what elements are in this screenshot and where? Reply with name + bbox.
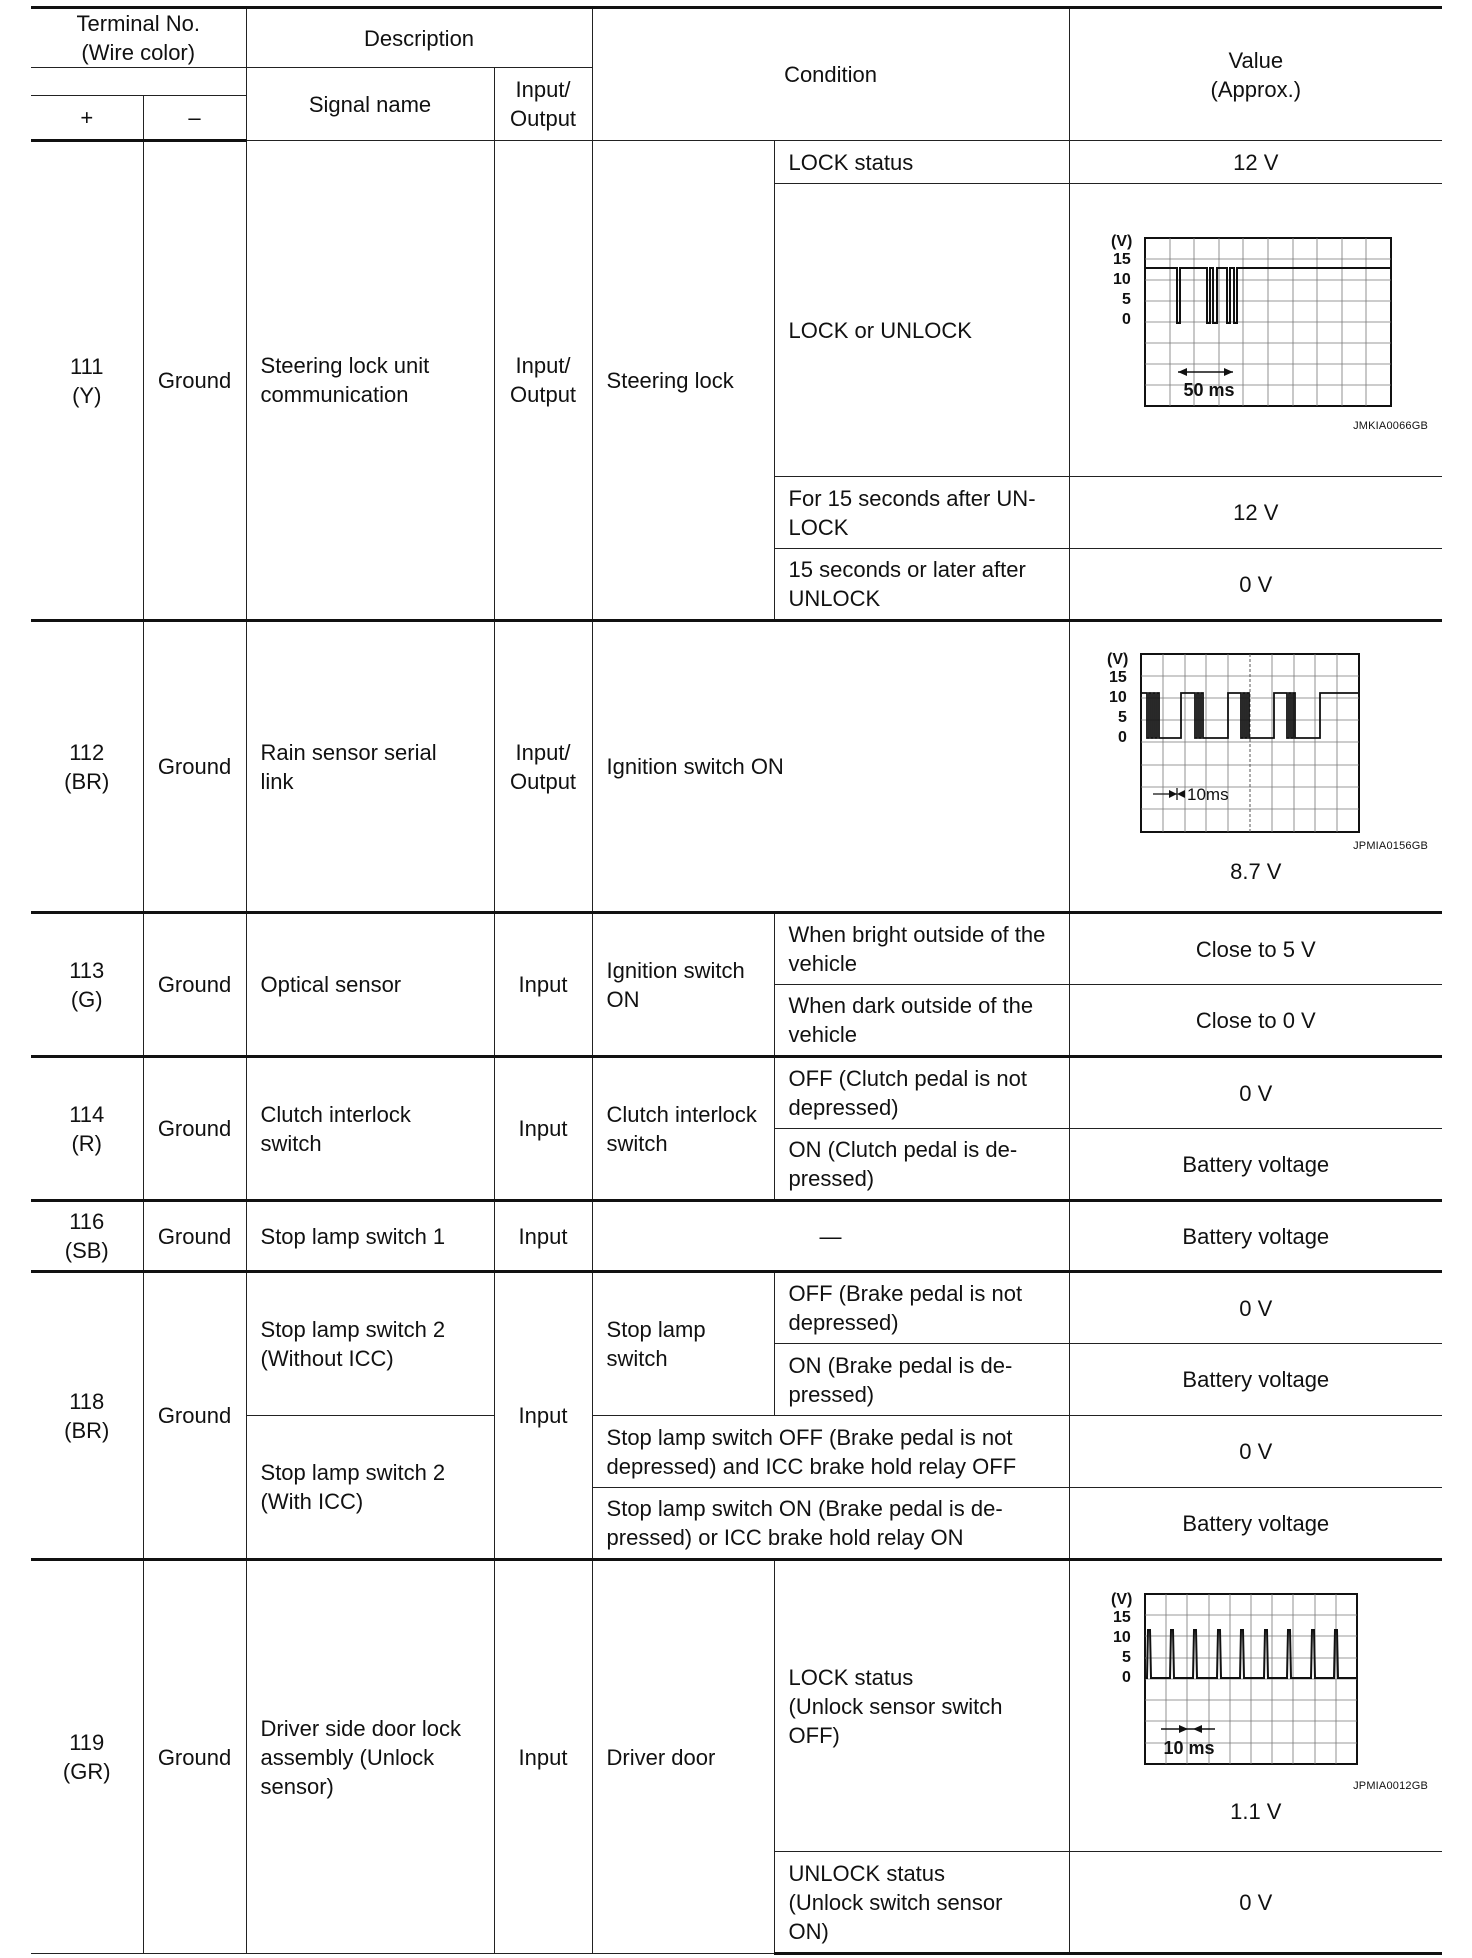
- terminal-118-signal-b-line2: (With ICC): [260, 1489, 364, 1514]
- terminal-table: [31, 6, 1442, 1955]
- terminal-116-wire: (SB): [64, 1238, 109, 1263]
- terminal-118-io: Input: [494, 1272, 592, 1560]
- wave-119-tick-0: 0: [1121, 1668, 1131, 1686]
- terminal-113-value-dark: Close to 0 V: [1069, 985, 1442, 1057]
- terminal-116-condition: —: [592, 1201, 1069, 1272]
- terminal-113-value-bright: Close to 5 V: [1069, 913, 1442, 985]
- terminal-118-value-icc-on: Battery voltage: [1069, 1488, 1442, 1560]
- terminal-118-condition-line2: switch: [606, 1346, 668, 1371]
- terminal-113-cond-bright-line1: When bright outside of the: [788, 922, 1046, 947]
- wave-111-scale-label: 50 ms: [1183, 379, 1235, 400]
- terminal-118-cond-icc-on-line1: Stop lamp switch ON (Brake pedal is de-: [606, 1496, 1003, 1521]
- terminal-114-value-off: 0 V: [1069, 1057, 1442, 1129]
- terminal-111-value-15s-after: 12 V: [1069, 477, 1442, 549]
- terminal-119-cond-lock-line2: (Unlock sensor switch: [788, 1693, 1003, 1719]
- wave-112-tick-5: 5: [1117, 709, 1127, 726]
- waveform-chart-112: [1091, 648, 1421, 838]
- terminal-112-signal-line2: link: [260, 768, 294, 794]
- terminal-118-cond-icc-off-line2: depressed) and ICC brake hold relay OFF: [606, 1453, 1017, 1479]
- terminal-118-cond-icc-off: [592, 1416, 1069, 1488]
- terminal-118-cond-off-line2: depressed): [788, 1310, 899, 1335]
- header-io-line1: Input/: [515, 77, 571, 102]
- terminal-119-cond-unlock-line3: ON): [788, 1918, 829, 1944]
- terminal-111-io: [494, 141, 592, 621]
- terminal-119-waveform-cell: [1069, 1560, 1442, 1852]
- terminal-119-cond-lock-line1: LOCK status: [788, 1664, 914, 1690]
- terminal-119-cond-lock-line3: OFF): [788, 1722, 840, 1748]
- terminal-111-value-lock: 12 V: [1069, 141, 1442, 184]
- terminal-119-signal-line2: assembly (Unlock: [260, 1744, 435, 1770]
- terminal-118-signal-without-icc: [246, 1272, 494, 1416]
- terminal-112-io: [494, 621, 592, 913]
- header-plus: +: [31, 96, 143, 141]
- wave-112-tick-15: 15: [1108, 669, 1127, 686]
- terminal-114-condition-line2: switch: [606, 1130, 668, 1156]
- terminal-114-number: 114: [69, 1101, 105, 1127]
- header-value: [1069, 8, 1442, 141]
- terminal-111-condition: Steering lock: [592, 141, 774, 621]
- terminal-112-ground: Ground: [143, 621, 246, 913]
- terminal-118-signal-with-icc: [246, 1416, 494, 1560]
- terminal-112-signal: [246, 621, 494, 913]
- terminal-118-cond-icc-on: [592, 1488, 1069, 1560]
- terminal-112-waveform: [1084, 648, 1429, 885]
- wave-111-grid: [1145, 238, 1391, 406]
- terminal-119-io: Input: [494, 1560, 592, 1954]
- terminal-112-number: 112: [69, 739, 105, 765]
- terminal-113-condition: [592, 913, 774, 1057]
- terminal-118: [31, 1272, 143, 1560]
- header-terminal-spacer: [31, 68, 246, 96]
- terminal-116-io: Input: [494, 1201, 592, 1272]
- header-condition: Condition: [592, 8, 1069, 141]
- terminal-114: [31, 1057, 143, 1201]
- terminal-111-cond-15s-after: [774, 477, 1069, 549]
- terminal-119-wire: (GR): [62, 1759, 111, 1784]
- terminal-111-waveform-cell: [1069, 184, 1442, 477]
- terminal-112-io-line1: Input/: [515, 739, 571, 765]
- terminal-111-io-line1: Input/: [515, 353, 571, 378]
- wave-111-tick-15: 15: [1112, 250, 1131, 268]
- terminal-111-cond-15s-after-line1: For 15 seconds after UN-: [788, 485, 1036, 511]
- wave-112-unit: (V): [1106, 651, 1129, 668]
- terminal-114-cond-off-line2: depressed): [788, 1095, 899, 1120]
- terminal-118-cond-icc-off-line1: Stop lamp switch OFF (Brake pedal is not: [606, 1424, 1013, 1450]
- header-signal-name: Signal name: [246, 68, 494, 141]
- terminal-118-wire: (BR): [64, 1417, 110, 1443]
- terminal-118-signal-b-line1: Stop lamp switch 2: [260, 1460, 446, 1485]
- terminal-112-io-line2: Output: [510, 768, 577, 794]
- wave-111-arrow-left: [1178, 368, 1187, 376]
- terminal-113-io: Input: [494, 913, 592, 1057]
- terminal-119-ground: Ground: [143, 1560, 246, 1954]
- terminal-119: [31, 1560, 143, 1954]
- terminal-111-waveform: [1084, 228, 1429, 433]
- wave-119-unit: (V): [1110, 1590, 1133, 1608]
- wave-112-arrow-right: [1169, 790, 1177, 798]
- terminal-116-value: Battery voltage: [1069, 1201, 1442, 1272]
- terminal-119-cond-unlock-line2: (Unlock switch sensor: [788, 1889, 1003, 1915]
- wave-112-tick-0: 0: [1117, 729, 1127, 746]
- terminal-114-signal: [246, 1057, 494, 1201]
- terminal-118-condition-stop-lamp: [592, 1272, 774, 1416]
- terminal-113-condition-line1: Ignition switch: [606, 957, 745, 983]
- terminal-112-waveform-cell: [1069, 621, 1442, 913]
- terminal-118-signal-a-line2: (Without ICC): [260, 1346, 394, 1371]
- terminal-113-ground: Ground: [143, 913, 246, 1057]
- terminal-114-condition: [592, 1057, 774, 1201]
- wave-111-tick-5: 5: [1121, 290, 1131, 308]
- terminal-119-condition: Driver door: [592, 1560, 774, 1954]
- terminal-111-value-15s-later: 0 V: [1069, 549, 1442, 621]
- terminal-114-cond-on-line2: pressed): [788, 1166, 875, 1191]
- terminal-111-number: 111: [70, 353, 104, 379]
- header-value-line1: Value: [1228, 47, 1284, 73]
- terminal-119-signal: [246, 1560, 494, 1954]
- terminal-119-value-unlock: 0 V: [1069, 1852, 1442, 1954]
- terminal-119-value-lock: 1.1 V: [1230, 1798, 1282, 1824]
- header-value-line2: (Approx.): [1210, 76, 1302, 102]
- terminal-118-condition-line1: Stop lamp: [606, 1317, 706, 1342]
- terminal-118-value-on: Battery voltage: [1069, 1344, 1442, 1416]
- terminal-119-waveform: [1084, 1588, 1429, 1825]
- terminal-119-cond-lock: [774, 1560, 1069, 1852]
- wave-119-tick-15: 15: [1112, 1608, 1131, 1626]
- terminal-118-cond-off: [774, 1272, 1069, 1344]
- terminal-119-cond-unlock-line1: UNLOCK status: [788, 1860, 946, 1886]
- waveform-chart-111: [1091, 228, 1421, 418]
- terminal-113-condition-line2: ON: [606, 986, 640, 1012]
- terminal-111-ground: Ground: [143, 141, 246, 621]
- terminal-111-wire: (Y): [72, 382, 102, 408]
- terminal-114-io: Input: [494, 1057, 592, 1201]
- terminal-114-cond-off-line1: OFF (Clutch pedal is not: [788, 1066, 1027, 1091]
- terminal-118-cond-on-line1: ON (Brake pedal is de-: [788, 1352, 1013, 1378]
- terminal-116-ground: Ground: [143, 1201, 246, 1272]
- terminal-111-cond-15s-after-line2: LOCK: [788, 514, 849, 540]
- wave-112-tick-10: 10: [1108, 689, 1127, 706]
- terminal-113-cond-bright: [774, 913, 1069, 985]
- wave-112-code: JPMIA0156GB: [1353, 840, 1429, 852]
- terminal-111-signal: [246, 141, 494, 621]
- header-terminal-no-line1: Terminal No.: [76, 11, 200, 36]
- terminal-113-wire: (G): [70, 986, 103, 1012]
- terminal-111: [31, 141, 143, 621]
- terminal-112-value: 8.7 V: [1230, 859, 1282, 884]
- terminal-113-signal: Optical sensor: [246, 913, 494, 1057]
- wave-112-arrow-left: [1177, 790, 1185, 798]
- terminal-114-cond-off: [774, 1057, 1069, 1129]
- terminal-118-cond-on-line2: pressed): [788, 1381, 875, 1407]
- wave-111-code: JMKIA0066GB: [1353, 419, 1429, 432]
- terminal-114-cond-on: [774, 1129, 1069, 1201]
- terminal-111-cond-15s-later-line2: UNLOCK: [788, 586, 881, 611]
- terminal-116-number: 116: [69, 1209, 105, 1234]
- terminal-114-ground: Ground: [143, 1057, 246, 1201]
- terminal-118-signal-a-line1: Stop lamp switch 2: [260, 1317, 446, 1342]
- terminal-114-cond-on-line1: ON (Clutch pedal is de-: [788, 1137, 1018, 1162]
- terminal-114-condition-line1: Clutch interlock: [606, 1101, 757, 1127]
- terminal-118-cond-on: [774, 1344, 1069, 1416]
- terminal-118-value-off: 0 V: [1069, 1272, 1442, 1344]
- terminal-112: [31, 621, 143, 913]
- terminal-113: [31, 913, 143, 1057]
- terminal-118-cond-icc-on-line2: pressed) or ICC brake hold relay ON: [606, 1525, 964, 1550]
- header-minus: –: [143, 96, 246, 141]
- terminal-112-signal-line1: Rain sensor serial: [260, 739, 437, 765]
- terminal-111-cond-lock: LOCK status: [774, 141, 1069, 184]
- terminal-111-signal-line1: Steering lock unit: [260, 353, 430, 378]
- terminal-116: [31, 1201, 143, 1272]
- wave-119-tick-5: 5: [1121, 1648, 1131, 1666]
- wave-112-scale-label: 10ms: [1186, 785, 1229, 804]
- terminal-111-cond-15s-later-line1: 15 seconds or later after: [788, 557, 1026, 582]
- terminal-116-signal: Stop lamp switch 1: [246, 1201, 494, 1272]
- wave-111-tick-0: 0: [1121, 310, 1131, 328]
- wave-119-scale-label: 10 ms: [1163, 1737, 1215, 1758]
- wave-111-unit: (V): [1110, 232, 1133, 250]
- terminal-111-cond-15s-later: [774, 549, 1069, 621]
- terminal-113-number: 113: [69, 957, 105, 983]
- terminal-111-cond-lock-or-unlock: LOCK or UNLOCK: [774, 184, 1069, 477]
- terminal-114-signal-line2: switch: [260, 1130, 322, 1156]
- header-description: Description: [246, 8, 592, 68]
- terminal-119-signal-line3: sensor): [260, 1773, 334, 1799]
- terminal-112-condition: Ignition switch ON: [592, 621, 1069, 913]
- terminal-113-cond-dark: [774, 985, 1069, 1057]
- terminal-119-cond-unlock: [774, 1852, 1069, 1954]
- wave-119-code: JPMIA0012GB: [1353, 1779, 1429, 1792]
- terminal-111-signal-line2: communication: [260, 382, 409, 407]
- terminal-112-wire: (BR): [64, 768, 110, 794]
- terminal-114-value-on: Battery voltage: [1069, 1129, 1442, 1201]
- terminal-113-cond-bright-line2: vehicle: [788, 951, 858, 976]
- terminal-118-ground: Ground: [143, 1272, 246, 1560]
- header-input-output: [494, 68, 592, 141]
- header-io-line2: Output: [510, 106, 577, 131]
- wave-111-tick-10: 10: [1112, 270, 1131, 288]
- terminal-113-cond-dark-line2: vehicle: [788, 1022, 858, 1047]
- terminal-111-io-line2: Output: [510, 382, 577, 407]
- terminal-119-signal-line1: Driver side door lock: [260, 1715, 462, 1741]
- terminal-118-value-icc-off: 0 V: [1069, 1416, 1442, 1488]
- header-terminal-no: [31, 8, 246, 68]
- terminal-118-number: 118: [69, 1388, 105, 1414]
- terminal-114-wire: (R): [71, 1130, 103, 1156]
- terminal-113-cond-dark-line1: When dark outside of the: [788, 993, 1034, 1018]
- terminal-119-number: 119: [69, 1730, 105, 1755]
- header-terminal-no-line2: (Wire color): [81, 40, 196, 65]
- wave-119-arrow-left: [1193, 1725, 1202, 1733]
- wave-111-arrow-right: [1224, 368, 1233, 376]
- terminal-118-cond-off-line1: OFF (Brake pedal is not: [788, 1281, 1023, 1306]
- terminal-114-signal-line1: Clutch interlock: [260, 1101, 411, 1127]
- waveform-chart-119: [1091, 1588, 1421, 1778]
- wave-119-tick-10: 10: [1112, 1628, 1131, 1646]
